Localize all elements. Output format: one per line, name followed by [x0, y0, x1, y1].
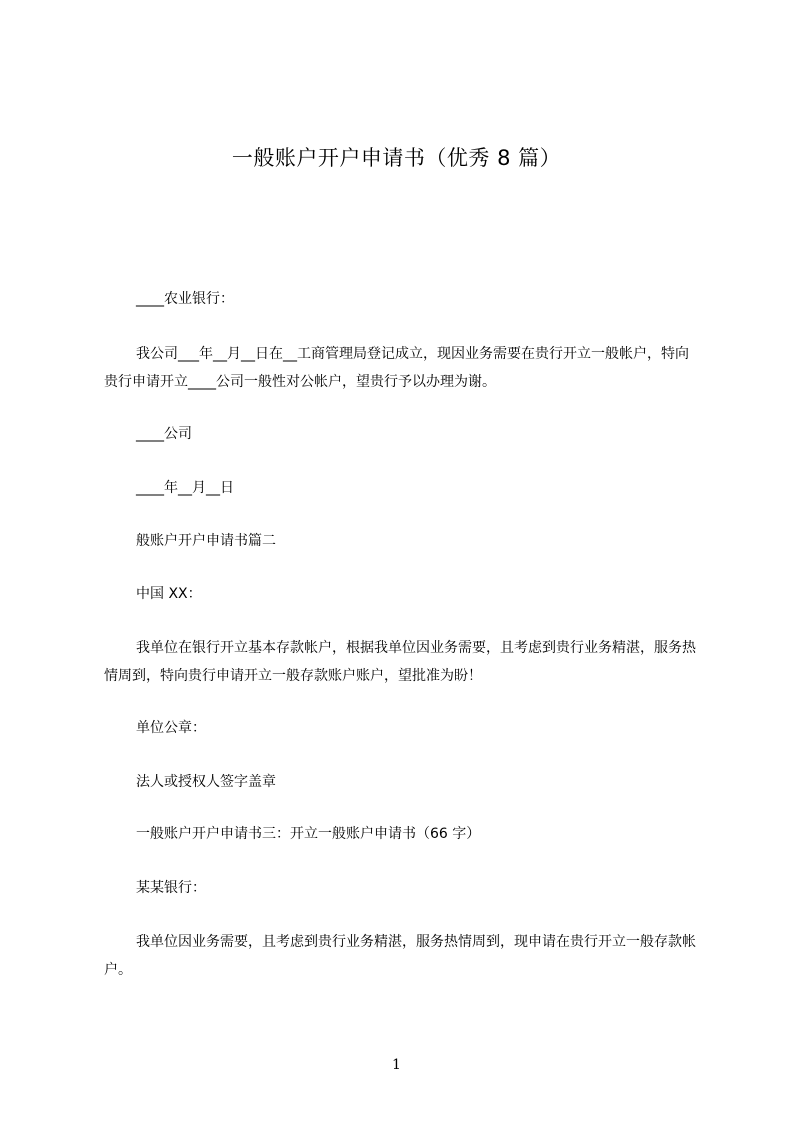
paragraph-date: ____年__月__日: [136, 480, 234, 496]
paragraph-unit-seal: 单位公章：: [136, 720, 206, 736]
paragraph-section-three-body: 我单位因业务需要，且考虑到贵行业务精湛，服务热情周到，现申请在贵行开立一般存款帐户。: [104, 934, 696, 978]
paragraph-company-signature: ____公司: [136, 426, 192, 442]
paragraph-application-body: 我公司___年__月__日在__工商管理局登记成立，现因业务需要在贵行开立一般帐户，特向贵行申请开立____公司一般性对公帐户，望贵行予以办理为谢。: [104, 346, 689, 390]
paragraph-legal-signature: 法人或授权人签字盖章: [136, 774, 276, 790]
paragraph-section-two-heading: 般账户开户申请书篇二: [136, 533, 276, 549]
document-title: 一般账户开户申请书（优秀 8 篇）: [231, 146, 562, 170]
paragraph-salutation-some-bank: 某某银行：: [136, 880, 206, 896]
paragraph-section-three-heading: 一般账户开户申请书三：开立一般账户申请书（66 字）: [136, 826, 481, 842]
paragraph-salutation-china: 中国 XX：: [136, 586, 202, 602]
page-number: 1: [392, 1057, 401, 1073]
paragraph-section-two-body: 我单位在银行开立基本存款帐户，根据我单位因业务需要，且考虑到贵行业务精湛，服务热情周到，特向贵行申请开立一般存款账户账户，望批准为盼！: [104, 640, 696, 684]
paragraph-salutation-bank: ____农业银行：: [136, 291, 234, 307]
